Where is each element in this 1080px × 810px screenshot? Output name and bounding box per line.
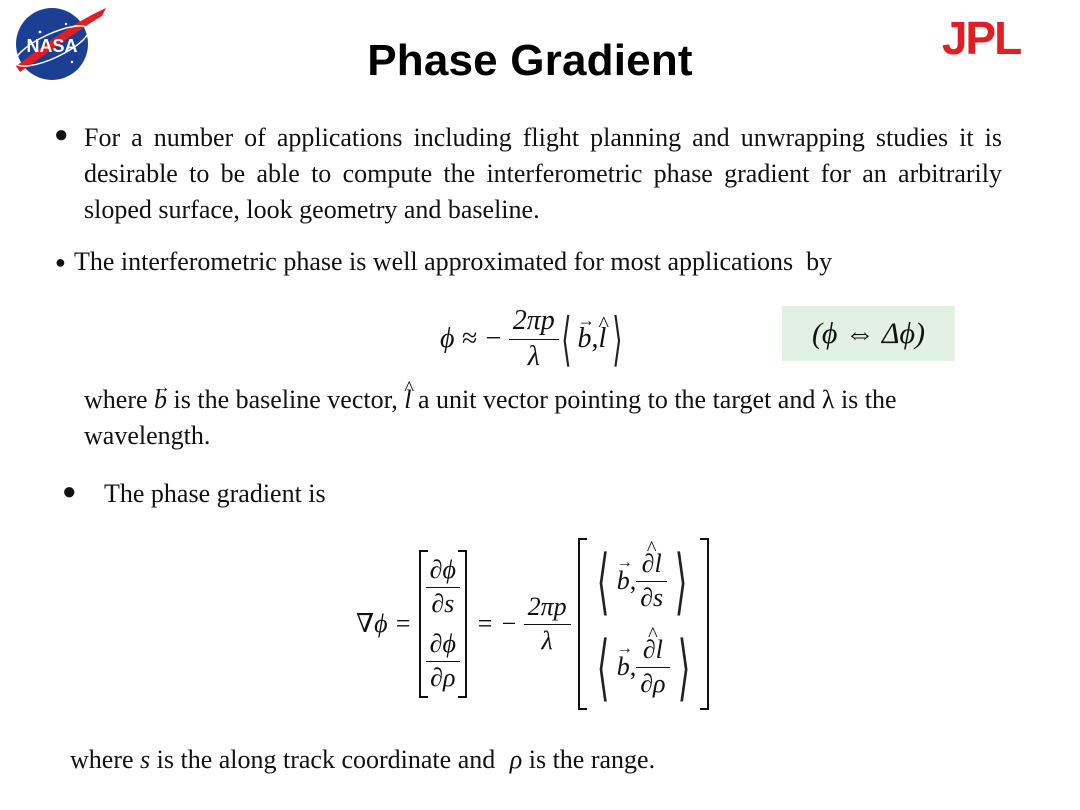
- where-1-middle: is the baseline vector,: [173, 385, 398, 414]
- where-1-l-symbol: ^ l: [404, 382, 411, 418]
- bullet-1-text: For a number of applications including flight planning and unwrapping studies it is desirable to be able to compute the interferometric phase gradient for an arbitrarily sloped surface, look geometry and baseline.: [84, 123, 1002, 224]
- inner-product-row-rho: ⟨ → b , ^ $\frac{\partial l}{\partial\rho}$ ⟩: [589, 625, 698, 709]
- angle-open: ⟨: [561, 307, 572, 372]
- dl-drho: [636, 636, 669, 698]
- dphi-ds: [426, 556, 460, 618]
- left-bracket-close: [456, 550, 468, 698]
- where-line-2: [70, 742, 655, 778]
- where-2-middle: is the along track coordinate and: [156, 745, 496, 774]
- gradient-fraction: [524, 593, 571, 655]
- inner-product-row-s: ⟨ → b , ^ $\frac{\partial l}{\partial s}$ ⟩: [589, 539, 698, 623]
- gradient-lhs: ∇ϕ =: [356, 609, 412, 638]
- phase-equation: ϕ ≈ − $\frac{2\pi p}{\lambda}$ ⟨ → b , ^ l ⟩: [440, 306, 629, 372]
- dphi-ds-num: ∂ϕ: [426, 556, 460, 588]
- phase-eq-fraction: [509, 306, 559, 373]
- bullet-dot-3: ●: [62, 479, 77, 505]
- right-bracket-open: [577, 538, 589, 710]
- inner-product-matrix: [577, 538, 710, 710]
- gradient-equation: [356, 538, 710, 710]
- where-2-suffix: is the range.: [528, 745, 656, 774]
- bullet-3-text: The phase gradient is: [104, 479, 326, 508]
- bullet-dot-1: ●: [54, 122, 69, 148]
- slide-title: Phase Gradient: [367, 36, 693, 85]
- right-bracket-close: [698, 538, 710, 710]
- where-1-suffix: a unit vector pointing to the target and λ is the wavelength.: [84, 385, 897, 450]
- phase-eq-num: 2πp: [509, 306, 559, 340]
- angle-close: ⟩: [612, 307, 623, 372]
- dphi-drho: [426, 630, 460, 692]
- look-vector-symbol: ^ l: [598, 323, 606, 355]
- phase-eq-den: λ: [527, 340, 540, 372]
- dphi-ds-den: ∂s: [431, 588, 455, 618]
- dphi-drho-den: ∂ρ: [430, 662, 456, 692]
- dphi-drho-num: ∂ϕ: [426, 630, 460, 662]
- dl-ds: [636, 550, 667, 612]
- bullet-dot-2: ●: [55, 252, 66, 272]
- where-line-1: [84, 382, 1004, 454]
- svg-text:NASA: NASA: [26, 36, 78, 56]
- dl-drho-den: ∂ρ: [640, 668, 666, 698]
- where-1-b-symbol: → b: [154, 382, 167, 418]
- where-1-prefix: where: [84, 385, 148, 414]
- gradient-num: 2πp: [524, 593, 571, 625]
- gradient-eq-sign: = −: [475, 609, 518, 638]
- dl-ds-num: ^ ∂l: [642, 550, 662, 579]
- where-2-rho-symbol: ρ: [509, 745, 523, 774]
- partial-matrix: [418, 550, 468, 698]
- phase-equivalence-box: (ϕ ⇔ Δϕ): [782, 306, 955, 361]
- svg-text:JPL: JPL: [941, 14, 1021, 60]
- baseline-vector-symbol: → b: [577, 323, 591, 355]
- dl-ds-den: ∂s: [640, 582, 664, 612]
- row-rho-b-symbol: → b: [617, 652, 630, 682]
- row-s-b-symbol: → b: [617, 566, 630, 596]
- dl-drho-num: ^ ∂l: [643, 636, 663, 665]
- where-2-s-symbol: s: [140, 745, 151, 774]
- left-bracket-open: [418, 550, 430, 698]
- bullet-2-text: The interferometric phase is well approximated for most applications by: [74, 247, 833, 276]
- phase-eq-lhs: ϕ ≈ −: [440, 323, 503, 354]
- gradient-den: λ: [541, 625, 553, 655]
- where-2-prefix: where: [70, 745, 134, 774]
